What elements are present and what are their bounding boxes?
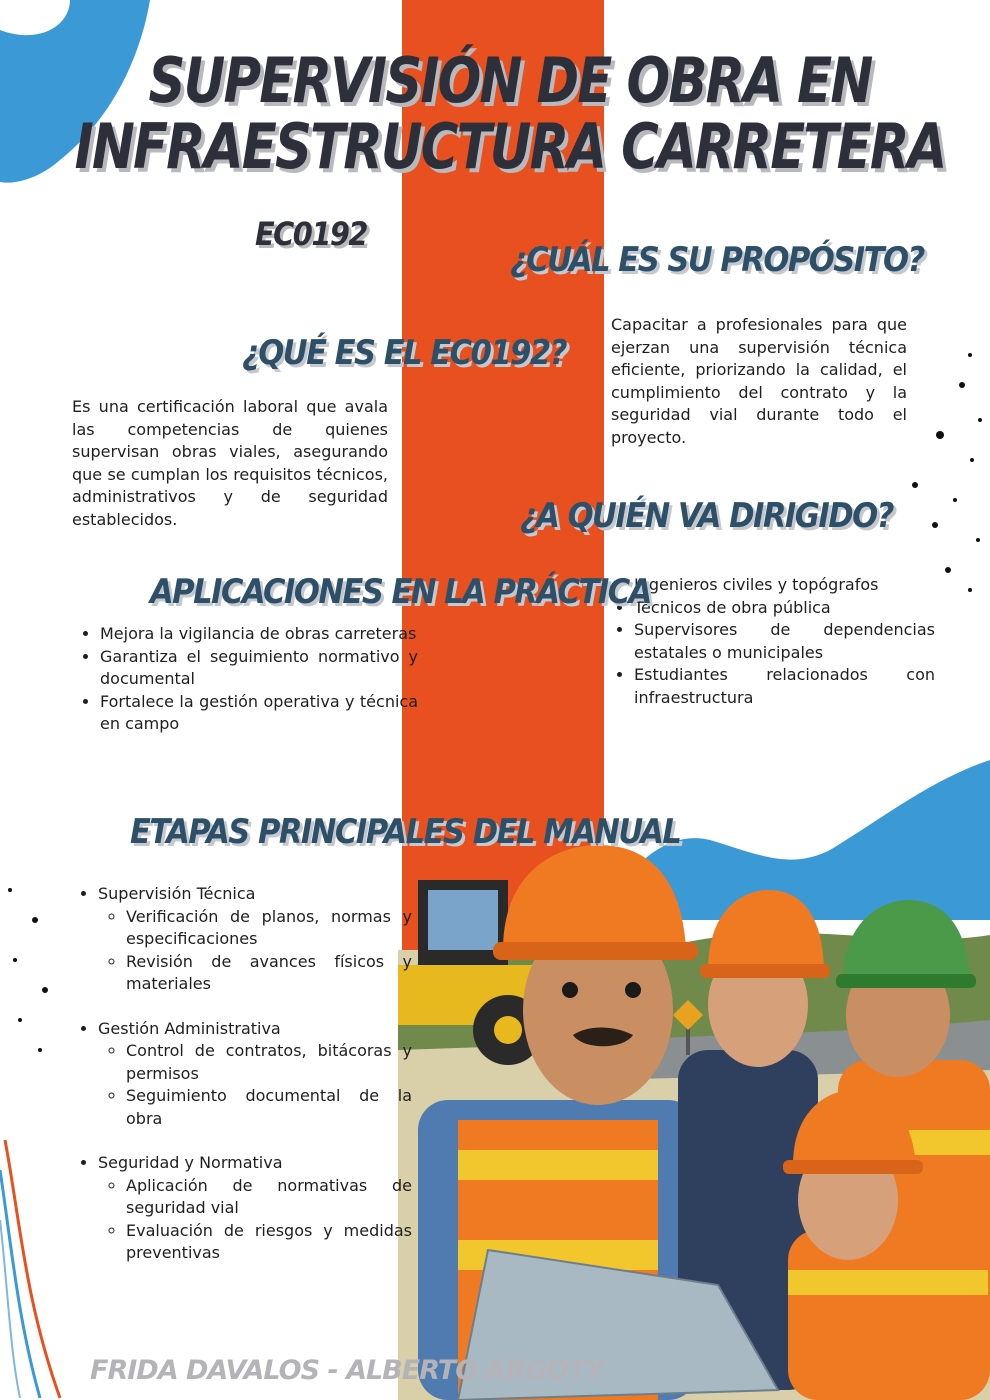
stage-sublist (98, 1175, 412, 1265)
stage-item: ◦ Control de contratos, bitácoras y permisos (126, 1040, 412, 1085)
stage-group (98, 883, 412, 1018)
stage-item: ◦ Verificación de planos, normas y especificaciones (126, 906, 412, 951)
stage-label: Seguridad y Normativa (98, 1153, 283, 1172)
title-line-2: INFRAESTRUCTURA CARRETERA (74, 110, 946, 183)
title-line-1: SUPERVISIÓN DE OBRA EN (148, 44, 872, 117)
stage-group (98, 1018, 412, 1153)
stage-item: ◦ Seguimiento documental de la obra (126, 1085, 412, 1130)
certification-code: EC0192 (255, 215, 367, 253)
stage-label: Supervisión Técnica (98, 884, 256, 903)
heading-purpose: ¿CUÁL ES SU PROPÓSITO? (510, 240, 924, 280)
scribble-lines-left (0, 1130, 70, 1400)
supervisors-illustration (398, 830, 990, 1400)
stage-item: ◦ Evaluación de riesgos y medidas preventivas (126, 1220, 412, 1265)
stage-sublist (98, 1040, 412, 1130)
stage-sublist (98, 906, 412, 996)
audience-list (606, 574, 935, 709)
audience-item: • Técnicos de obra pública (634, 597, 935, 620)
audience-item: • Ingenieros civiles y topógrafos (634, 574, 935, 597)
page-title (41, 44, 979, 183)
application-item: • Fortalece la gestión operativa y técnica en campo (100, 691, 418, 736)
audience-item: • Supervisores de dependencias estatales o municipales (634, 619, 935, 664)
heading-stages: ETAPAS PRINCIPALES DEL MANUAL (130, 812, 681, 852)
authors-footer: FRIDA DAVALOS - ALBERTO ARGOTY (90, 1355, 605, 1386)
stage-label: Gestión Administrativa (98, 1018, 281, 1038)
stage-group (98, 1152, 412, 1265)
what-is-text: Es una certificación laboral que avala las competencias de quienes supervisan obras viales, asegurando que se cumplan los requisitos técnicos, administrativos y de seguridad establecidos. (72, 397, 388, 529)
audience-item: • Estudiantes relacionados con infraestructura (634, 664, 935, 709)
application-item: • Garantiza el seguimiento normativo y documental (100, 646, 418, 691)
stages-list (70, 883, 412, 1265)
stage-item: ◦ Aplicación de normativas de seguridad vial (126, 1175, 412, 1220)
ink-splatter-left (0, 880, 60, 1080)
applications-list (72, 623, 418, 736)
heading-applications: APLICACIONES EN LA PRÁCTICA (150, 572, 651, 612)
stage-item: ◦ Revisión de avances físicos y materiales (126, 951, 412, 996)
heading-what-is: ¿QUÉ ES EL EC0192? (242, 333, 566, 373)
heading-audience: ¿A QUIÉN VA DIRIGIDO? (520, 496, 893, 536)
application-item: • Mejora la vigilancia de obras carreteras (100, 623, 418, 646)
purpose-text: Capacitar a profesionales para que ejerzan una supervisión técnica eficiente, priorizando la calidad, el cumplimiento del contrato y la seguridad vial durante todo el proyecto. (611, 315, 907, 447)
